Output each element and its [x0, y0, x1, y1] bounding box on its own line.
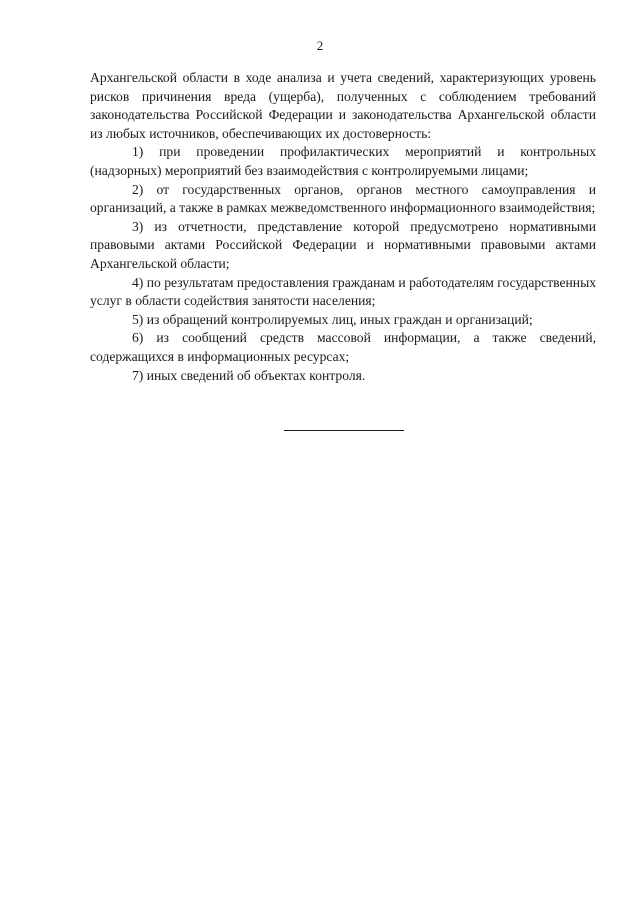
list-item-7: 7) иных сведений об объектах контроля. — [132, 367, 366, 383]
page-number: 2 — [316, 38, 324, 53]
end-of-document-rule — [284, 430, 404, 431]
list-item-6: 6) из сообщений средств массовой информации, а также сведений, содержащихся в информационных ресурсах; — [90, 330, 596, 364]
list-item-3: 3) из отчетности, представление которой предусмотрено нормативными правовыми актами Российской Федерации и нормативными правовыми актами Архангельской области; — [90, 218, 596, 271]
list-item-1: 1) при проведении профилактических мероприятий и контрольных (надзорных) мероприятий без взаимодействия с контролируемыми лицами; — [90, 144, 596, 178]
list-item-4: 4) по результатам предоставления гражданам и работодателям государственных услуг в области содействия занятости населения; — [90, 274, 596, 309]
list-item-2: 2) от государственных органов, органов местного самоуправления и организаций, а также в рамках межведомственного информационного взаимодействия; — [90, 181, 596, 216]
document-body — [90, 69, 596, 385]
list-item-5: 5) из обращений контролируемых лиц, иных граждан и организаций; — [132, 311, 533, 327]
paragraph-intro: Архангельской области в ходе анализа и учета сведений, характеризующих уровень рисков причинения вреда (ущерба), полученных с соблюдением требований законодательства Российской Федерации и законодательства Архангельской области из любых источников, обеспечивающих их достоверность: — [90, 70, 596, 141]
